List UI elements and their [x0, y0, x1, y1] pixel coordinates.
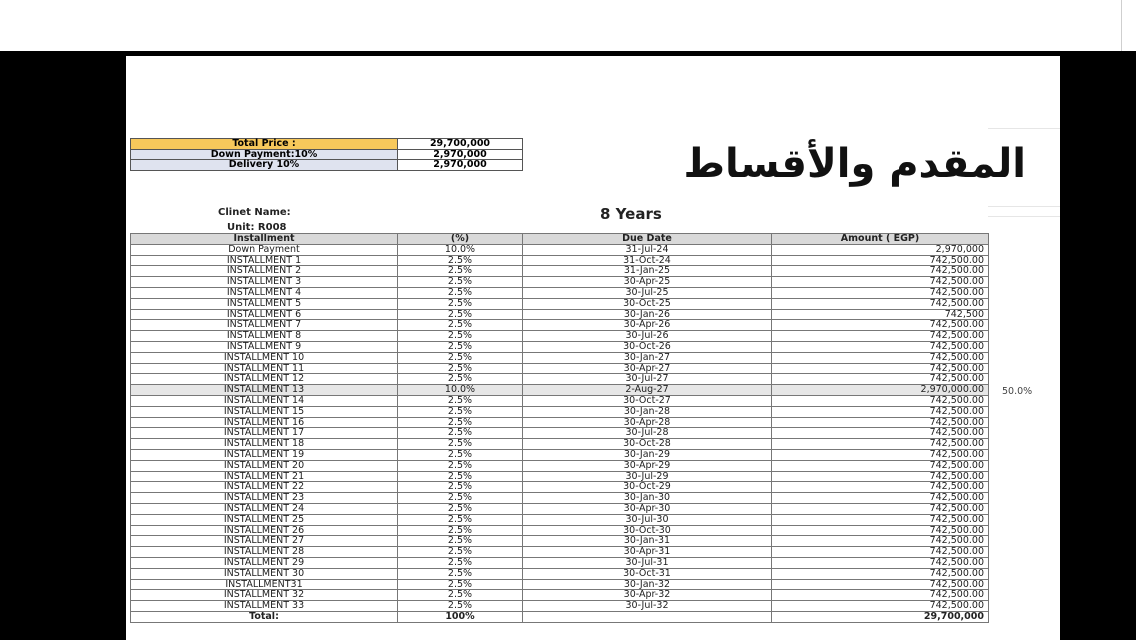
installment-percent: 2.5% [398, 482, 523, 493]
installment-due-date: 30-Oct-31 [523, 568, 772, 579]
table-row [131, 525, 989, 536]
installment-due-date: 30-Apr-31 [523, 547, 772, 558]
installment-due-date: 30-Jul-28 [523, 428, 772, 439]
installment-name: INSTALLMENT 6 [131, 309, 398, 320]
installment-name: INSTALLMENT 4 [131, 287, 398, 298]
installment-amount: 742,500.00 [772, 536, 989, 547]
installment-name: INSTALLMENT 32 [131, 590, 398, 601]
installment-due-date: 30-Jul-31 [523, 557, 772, 568]
installment-amount: 2,970,000.00 [772, 385, 989, 396]
installment-due-date: 30-Apr-32 [523, 590, 772, 601]
total-date-empty [523, 611, 772, 622]
summary-label: Total Price : [131, 139, 398, 150]
table-row [131, 493, 989, 504]
installment-due-date: 30-Jan-27 [523, 352, 772, 363]
installment-amount: 742,500.00 [772, 287, 989, 298]
installment-due-date: 30-Oct-30 [523, 525, 772, 536]
grid-line [988, 128, 1060, 129]
installment-percent: 2.5% [398, 266, 523, 277]
installment-name: INSTALLMENT 11 [131, 363, 398, 374]
installment-percent: 2.5% [398, 493, 523, 504]
installment-name: INSTALLMENT 8 [131, 331, 398, 342]
installment-name: INSTALLMENT 28 [131, 547, 398, 558]
table-row [131, 471, 989, 482]
installment-percent: 2.5% [398, 287, 523, 298]
installment-amount: 742,500.00 [772, 557, 989, 568]
installment-percent: 2.5% [398, 439, 523, 450]
installment-name: INSTALLMENT 17 [131, 428, 398, 439]
table-row [131, 482, 989, 493]
table-row [131, 320, 989, 331]
installment-name: INSTALLMENT 25 [131, 514, 398, 525]
installment-percent: 2.5% [398, 514, 523, 525]
installment-amount: 742,500.00 [772, 266, 989, 277]
table-row [131, 395, 989, 406]
installment-due-date: 30-Jul-27 [523, 374, 772, 385]
installment-due-date: 30-Oct-25 [523, 298, 772, 309]
installment-name: INSTALLMENT 29 [131, 557, 398, 568]
installment-amount: 742,500.00 [772, 352, 989, 363]
table-row [131, 568, 989, 579]
installment-name: INSTALLMENT 10 [131, 352, 398, 363]
installment-amount: 742,500.00 [772, 363, 989, 374]
installment-due-date: 30-Apr-27 [523, 363, 772, 374]
installment-amount: 742,500.00 [772, 568, 989, 579]
schedule-header [131, 234, 989, 245]
installment-amount: 742,500.00 [772, 514, 989, 525]
installment-percent: 2.5% [398, 547, 523, 558]
installment-amount: 742,500.00 [772, 439, 989, 450]
installment-percent: 2.5% [398, 255, 523, 266]
table-row [131, 579, 989, 590]
installment-percent: 2.5% [398, 557, 523, 568]
installment-name: INSTALLMENT 16 [131, 417, 398, 428]
installment-percent: 2.5% [398, 352, 523, 363]
installment-amount: 742,500.00 [772, 417, 989, 428]
total-label: Total: [131, 611, 398, 622]
installment-due-date: 30-Jul-26 [523, 331, 772, 342]
installment-amount: 742,500.00 [772, 449, 989, 460]
installment-name: INSTALLMENT 27 [131, 536, 398, 547]
table-row [131, 406, 989, 417]
installment-name: INSTALLMENT 2 [131, 266, 398, 277]
installment-percent: 2.5% [398, 374, 523, 385]
column-header-amount: Amount ( EGP) [772, 234, 989, 245]
installment-percent: 10.0% [398, 385, 523, 396]
installment-due-date: 30-Oct-27 [523, 395, 772, 406]
installment-name: INSTALLMENT 7 [131, 320, 398, 331]
table-row [131, 557, 989, 568]
table-row [131, 385, 989, 396]
top-white-bar [0, 0, 1136, 51]
installment-amount: 742,500.00 [772, 331, 989, 342]
installment-amount: 742,500.00 [772, 503, 989, 514]
installment-percent: 2.5% [398, 579, 523, 590]
grid-line [988, 216, 1060, 217]
installment-due-date: 30-Oct-28 [523, 439, 772, 450]
installment-amount: 2,970,000 [772, 244, 989, 255]
table-row [131, 277, 989, 288]
installment-due-date: 30-Jul-29 [523, 471, 772, 482]
spreadsheet-page [126, 56, 1060, 640]
installment-amount: 742,500.00 [772, 525, 989, 536]
summary-label: Down Payment:10% [131, 149, 398, 160]
installment-amount: 742,500.00 [772, 579, 989, 590]
installment-percent: 2.5% [398, 590, 523, 601]
installment-due-date: 31-Oct-24 [523, 255, 772, 266]
table-row [131, 590, 989, 601]
table-row [131, 439, 989, 450]
installment-due-date: 30-Jan-31 [523, 536, 772, 547]
table-row [131, 266, 989, 277]
client-name-label: Clinet Name: [218, 207, 291, 218]
installment-due-date: 30-Jul-32 [523, 601, 772, 612]
installment-name: INSTALLMENT 26 [131, 525, 398, 536]
installment-amount: 742,500.00 [772, 601, 989, 612]
installment-name: INSTALLMENT 24 [131, 503, 398, 514]
installment-percent: 2.5% [398, 471, 523, 482]
installment-name: INSTALLMENT 30 [131, 568, 398, 579]
installment-amount: 742,500 [772, 309, 989, 320]
installment-percent: 2.5% [398, 363, 523, 374]
installment-due-date: 2-Aug-27 [523, 385, 772, 396]
table-row [131, 287, 989, 298]
table-row [131, 298, 989, 309]
total-percent: 100% [398, 611, 523, 622]
installment-percent: 2.5% [398, 406, 523, 417]
table-row [131, 331, 989, 342]
installment-name: INSTALLMENT 14 [131, 395, 398, 406]
installment-due-date: 30-Jul-30 [523, 514, 772, 525]
installment-due-date: 30-Apr-30 [523, 503, 772, 514]
installment-amount: 742,500.00 [772, 395, 989, 406]
summary-row [131, 160, 523, 171]
installment-amount: 742,500.00 [772, 460, 989, 471]
installment-due-date: 30-Jan-32 [523, 579, 772, 590]
installment-name: INSTALLMENT 23 [131, 493, 398, 504]
installment-amount: 742,500.00 [772, 547, 989, 558]
installment-percent: 2.5% [398, 568, 523, 579]
installment-due-date: 31-Jan-25 [523, 266, 772, 277]
installment-amount: 742,500.00 [772, 341, 989, 352]
installment-schedule-table [130, 233, 989, 623]
installment-percent: 2.5% [398, 536, 523, 547]
grid-line [988, 206, 1060, 207]
table-row [131, 309, 989, 320]
installment-percent: 2.5% [398, 320, 523, 331]
installment-due-date: 30-Jan-26 [523, 309, 772, 320]
installment-due-date: 30-Jan-28 [523, 406, 772, 417]
installment-name: INSTALLMENT 5 [131, 298, 398, 309]
installment-amount: 742,500.00 [772, 255, 989, 266]
table-row [131, 244, 989, 255]
installment-amount: 742,500.00 [772, 493, 989, 504]
installment-percent: 2.5% [398, 503, 523, 514]
installment-percent: 2.5% [398, 277, 523, 288]
installment-amount: 742,500.00 [772, 374, 989, 385]
installment-name: Down Payment [131, 244, 398, 255]
installment-amount: 742,500.00 [772, 406, 989, 417]
installment-percent: 2.5% [398, 298, 523, 309]
installment-percent: 2.5% [398, 428, 523, 439]
installment-name: INSTALLMENT 19 [131, 449, 398, 460]
table-row [131, 460, 989, 471]
table-row [131, 503, 989, 514]
table-row [131, 352, 989, 363]
total-amount: 29,700,000 [772, 611, 989, 622]
installment-amount: 742,500.00 [772, 471, 989, 482]
price-summary-body [131, 139, 523, 171]
installment-percent: 2.5% [398, 341, 523, 352]
years-label: 8 Years [600, 205, 662, 223]
installment-due-date: 30-Jul-25 [523, 287, 772, 298]
installment-due-date: 30-Apr-28 [523, 417, 772, 428]
column-header-due-date: Due Date [523, 234, 772, 245]
installment-name: INSTALLMENT 20 [131, 460, 398, 471]
installment-name: INSTALLMENT31 [131, 579, 398, 590]
table-row [131, 255, 989, 266]
table-row [131, 417, 989, 428]
installment-due-date: 30-Apr-29 [523, 460, 772, 471]
schedule-body [131, 244, 989, 622]
summary-value: 2,970,000 [398, 160, 523, 171]
summary-value: 29,700,000 [398, 139, 523, 150]
unit-label: Unit: R008 [227, 222, 287, 233]
installment-name: INSTALLMENT 18 [131, 439, 398, 450]
table-row [131, 374, 989, 385]
installment-percent: 2.5% [398, 460, 523, 471]
table-row [131, 514, 989, 525]
installment-name: INSTALLMENT 13 [131, 385, 398, 396]
installment-percent: 10.0% [398, 244, 523, 255]
summary-row [131, 149, 523, 160]
installment-due-date: 30-Jan-29 [523, 449, 772, 460]
summary-label: Delivery 10% [131, 160, 398, 171]
installment-percent: 2.5% [398, 395, 523, 406]
installment-percent: 2.5% [398, 417, 523, 428]
summary-value: 2,970,000 [398, 149, 523, 160]
table-row [131, 547, 989, 558]
installment-name: INSTALLMENT 21 [131, 471, 398, 482]
installment-percent: 2.5% [398, 449, 523, 460]
installment-name: INSTALLMENT 15 [131, 406, 398, 417]
arabic-title: المقدم والأقساط [683, 141, 1026, 187]
installment-name: INSTALLMENT 33 [131, 601, 398, 612]
installment-due-date: 30-Apr-25 [523, 277, 772, 288]
installment-name: INSTALLMENT 12 [131, 374, 398, 385]
installment-amount: 742,500.00 [772, 320, 989, 331]
installment-amount: 742,500.00 [772, 277, 989, 288]
installment-percent: 2.5% [398, 525, 523, 536]
installment-name: INSTALLMENT 1 [131, 255, 398, 266]
total-row [131, 611, 989, 622]
side-note-percent: 50.0% [1002, 386, 1033, 397]
top-bar-edge [1121, 0, 1136, 51]
schedule-header-row [131, 234, 989, 245]
installment-amount: 742,500.00 [772, 482, 989, 493]
installment-name: INSTALLMENT 9 [131, 341, 398, 352]
installment-percent: 2.5% [398, 331, 523, 342]
installment-name: INSTALLMENT 3 [131, 277, 398, 288]
installment-due-date: 30-Oct-29 [523, 482, 772, 493]
price-summary-table [130, 138, 523, 171]
table-row [131, 536, 989, 547]
table-row [131, 341, 989, 352]
installment-percent: 2.5% [398, 309, 523, 320]
installment-percent: 2.5% [398, 601, 523, 612]
installment-name: INSTALLMENT 22 [131, 482, 398, 493]
installment-due-date: 31-Jul-24 [523, 244, 772, 255]
column-header-percent: (%) [398, 234, 523, 245]
installment-due-date: 30-Apr-26 [523, 320, 772, 331]
table-row [131, 601, 989, 612]
installment-amount: 742,500.00 [772, 428, 989, 439]
table-row [131, 363, 989, 374]
installment-due-date: 30-Jan-30 [523, 493, 772, 504]
installment-due-date: 30-Oct-26 [523, 341, 772, 352]
installment-amount: 742,500.00 [772, 590, 989, 601]
table-row [131, 449, 989, 460]
table-row [131, 428, 989, 439]
column-header-installment: Installment [131, 234, 398, 245]
summary-row [131, 139, 523, 150]
installment-amount: 742,500.00 [772, 298, 989, 309]
